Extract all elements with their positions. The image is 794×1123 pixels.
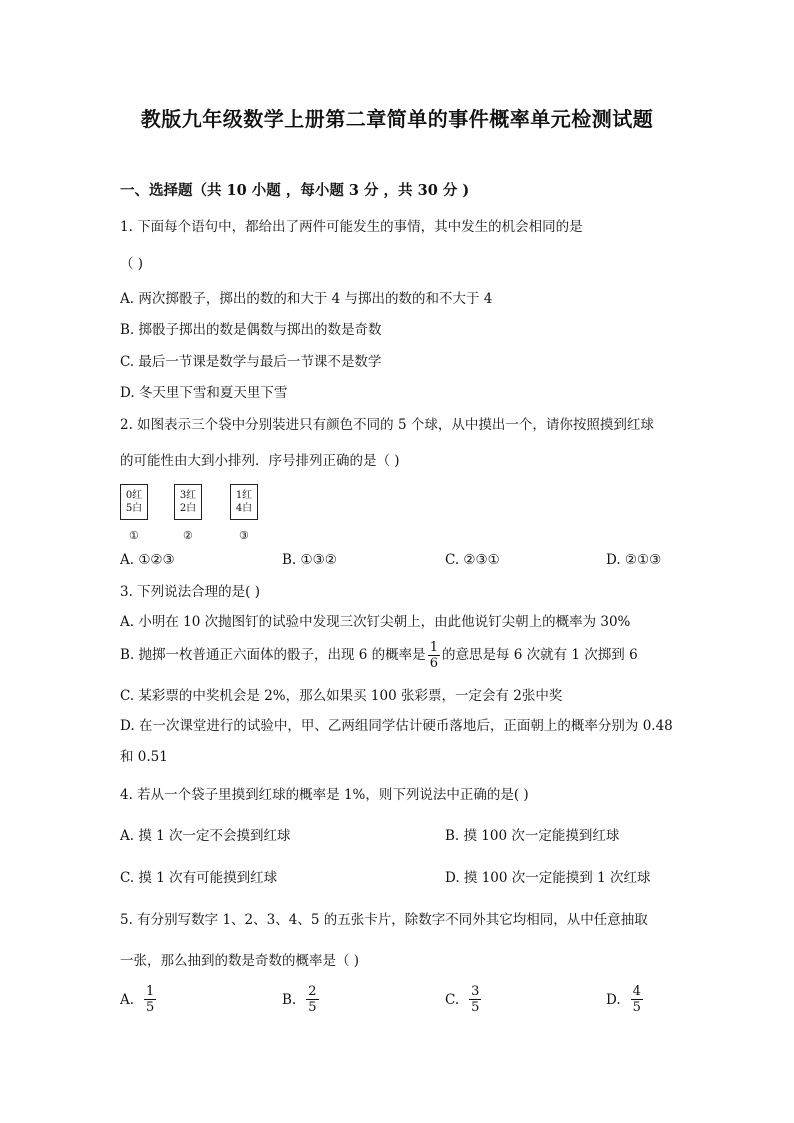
question-1-option-d: D. 冬天里下雪和夏天里下雪 <box>120 385 288 401</box>
question-5-option-a <box>120 984 158 1015</box>
bag-label-3: ③ <box>239 529 249 542</box>
option-a-label: A. <box>120 991 135 1008</box>
question-1-stem: 1. 下面每个语句中，都给出了两件可能发生的事情，其中发生的机会相同的是 <box>120 219 583 235</box>
bag-1-white: 5白 <box>125 503 143 514</box>
question-1-answer-paren: （ ) <box>120 256 144 272</box>
fraction-numerator: 2 <box>308 984 317 999</box>
fraction-denominator: 5 <box>308 1000 317 1015</box>
question-5-option-b <box>282 984 321 1015</box>
page-title: 教版九年级数学上册第二章简单的事件概率单元检测试题 <box>140 107 654 131</box>
fraction-denominator: 5 <box>471 1000 480 1015</box>
question-2-stem-line-1: 2. 如图表示三个袋中分别装进只有颜色不同的 5 个球，从中摸出一个，请你按照摸到红球 <box>120 417 654 433</box>
question-5-stem-line-2: 一张，那么抽到的数是奇数的概率是（ ) <box>120 953 360 969</box>
question-1-option-c: C. 最后一节课是数学与最后一节课不是数学 <box>120 354 382 370</box>
question-3-option-c: C. 某彩票的中奖机会是 2%，那么如果买 100 张彩票，一定会有 2张中奖 <box>120 688 563 704</box>
bag-2-white: 2白 <box>179 503 197 514</box>
fraction-option-b <box>306 984 318 1015</box>
fraction-denominator: 5 <box>146 1000 155 1015</box>
question-2-option-c: C. ②③① <box>445 552 500 568</box>
question-3-option-d-line-2: 和 0.51 <box>120 749 168 765</box>
bag-figure-3 <box>230 484 258 520</box>
question-4-option-c: C. 摸 1 次有可能摸到红球 <box>120 870 278 886</box>
question-4-option-b: B. 摸 100 次一定能摸到红球 <box>445 828 620 844</box>
fraction-numerator: 1 <box>429 640 438 655</box>
bag-1-red: 0红 <box>125 490 143 501</box>
question-4-option-d: D. 摸 100 次一定能摸到 1 次红球 <box>445 870 651 886</box>
fraction-denominator: 6 <box>429 656 438 671</box>
question-5-stem-line-1: 5. 有分别写数字 1、2、3、4、5 的五张卡片，除数字不同外其它均相同，从中任意抽取 <box>120 912 648 928</box>
fraction-option-d <box>631 984 643 1015</box>
question-1-option-a: A. 两次掷骰子，掷出的数的和大于 4 与掷出的数的和不大于 4 <box>120 291 493 307</box>
question-5-option-d <box>606 984 645 1015</box>
fraction-option-a <box>144 984 156 1015</box>
option-d-label: D. <box>606 991 621 1008</box>
bag-3-white: 4白 <box>235 503 253 514</box>
question-2-option-a: A. ①②③ <box>120 552 175 568</box>
bag-label-1: ① <box>129 529 139 542</box>
bag-figure-2 <box>174 484 202 520</box>
bag-3-red: 1红 <box>235 490 253 501</box>
bag-2-red: 3红 <box>179 490 197 501</box>
section-heading: 一、选择题（共 10 小题 ，每小题 3 分 ，共 30 分 ) <box>120 182 470 199</box>
bag-label-2: ② <box>183 529 193 542</box>
question-3-option-b <box>120 640 638 671</box>
question-3-option-a: A. 小明在 10 次抛图钉的试验中发现三次钉尖朝上，由此他说钉尖朝上的概率为 30% <box>120 614 631 630</box>
question-4-stem: 4. 若从一个袋子里摸到红球的概率是 1%，则下列说法中正确的是( ) <box>120 787 529 803</box>
fraction-option-c <box>469 984 481 1015</box>
question-3-option-b-text-1: B. 抛掷一枚普通正六面体的骰子，出现 6 的概率是 <box>120 647 426 663</box>
question-2-stem-line-2: 的可能性由大到小排列．序号排列正确的是（ ) <box>120 453 400 469</box>
fraction-numerator: 3 <box>471 984 480 999</box>
question-3-option-d-line-1: D. 在一次课堂进行的试验中，甲、乙两组同学估计硬币落地后，正面朝上的概率分别为 0.48 <box>120 718 673 734</box>
option-b-label: B. <box>282 991 297 1008</box>
fraction-numerator: 1 <box>146 984 155 999</box>
question-5-option-c <box>445 984 483 1015</box>
question-2-option-d: D. ②①③ <box>606 552 662 568</box>
bag-figure-1 <box>120 484 148 520</box>
question-1-option-b: B. 掷骰子掷出的数是偶数与掷出的数是奇数 <box>120 322 382 338</box>
fraction-numerator: 4 <box>632 984 641 999</box>
question-2-option-b: B. ①③② <box>282 552 337 568</box>
question-4-option-a: A. 摸 1 次一定不会摸到红球 <box>120 828 291 844</box>
fraction-denominator: 5 <box>632 1000 641 1015</box>
fraction-one-sixth <box>428 640 440 671</box>
question-3-option-b-text-2: 的意思是每 6 次就有 1 次掷到 6 <box>441 647 638 663</box>
option-c-label: C. <box>445 991 460 1008</box>
question-3-stem: 3. 下列说法合理的是( ) <box>120 584 260 600</box>
